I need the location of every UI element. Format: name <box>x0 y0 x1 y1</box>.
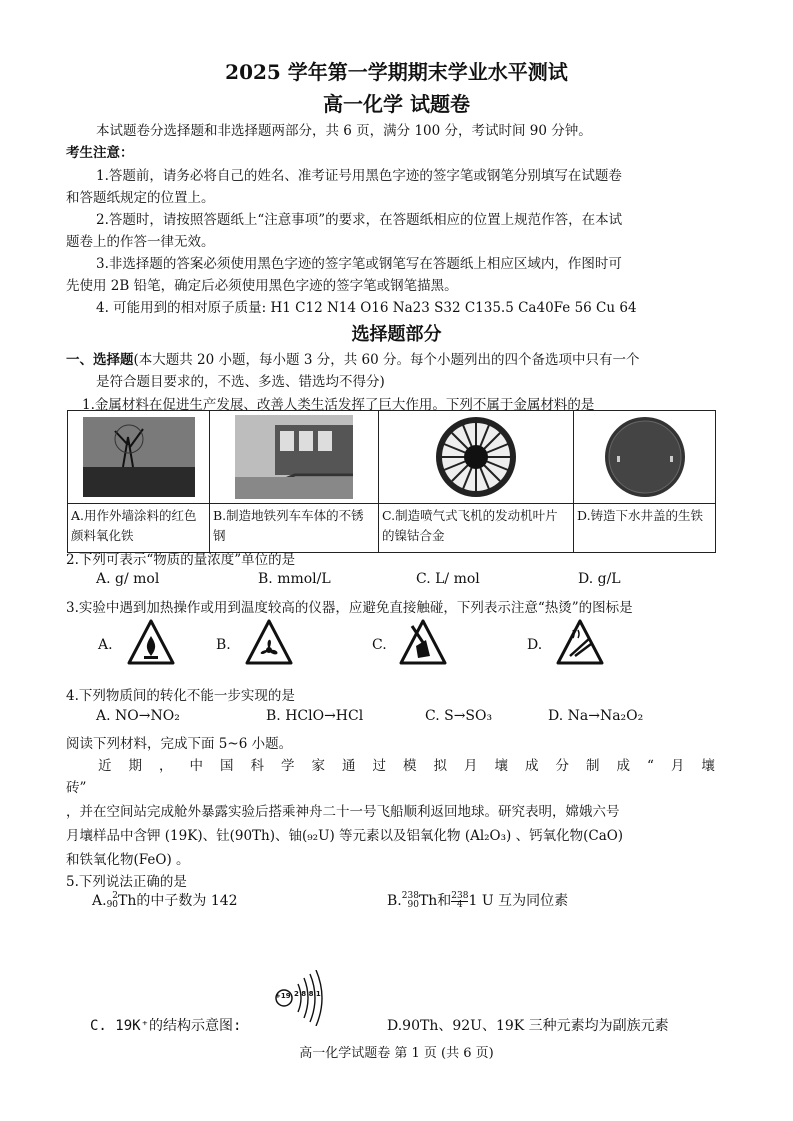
q3-option-a-label: A. <box>98 637 113 653</box>
reading-para: 近期，中国科学家通过模拟月壤成分制成“月壤 <box>98 758 732 774</box>
q5-option-b-text: 1 U 互为同位素 <box>468 893 569 909</box>
subway-photo <box>210 411 378 503</box>
exam-title: 2025 学年第一学期期末学业水平测试 <box>225 60 568 84</box>
atomic-number: 90 <box>106 900 119 910</box>
flame-warning-icon <box>126 618 176 668</box>
q3-stem: 3.实验中遇到加热操作或用到温度较高的仪器，应避免直接触碰，下列表示注意“热烫”的图标是 <box>66 600 633 616</box>
q5-option-a-prefix: A. <box>92 893 107 909</box>
part1-desc-cont: 是符合题目要求的，不选、多选、错选均不得分) <box>96 374 385 390</box>
reading-para: 砖” <box>66 780 87 796</box>
q3-option-c-label: C. <box>372 637 387 653</box>
nucleus-label: +19 <box>275 992 291 1000</box>
reading-lead: 阅读下列材料，完成下面 5~6 小题。 <box>66 736 293 752</box>
reading-para: 月壤样品中含钾 (19K)、钍(90Th)、铀(₉₂U) 等元素以及铝氧化物 (Al₂O₃) 、钙氧化物(CaO) <box>66 828 624 844</box>
hand-pinch-warning-icon <box>398 618 448 668</box>
part1-desc: (本大题共 20 小题，每小题 3 分，共 60 分。每个小题列出的四个备选项中只有一个 <box>133 352 640 368</box>
q1-option-d: D.铸造下水井盖的生铁 <box>577 508 704 523</box>
hot-surface-warning-icon <box>555 618 605 668</box>
q1-option-a: A.用作外墙涂料的红色颜料氧化铁 <box>71 508 197 543</box>
notice-heading: 考生注意： <box>66 145 134 161</box>
q5-stem: 5.下列说法正确的是 <box>66 874 187 890</box>
q4-stem: 4.下列物质间的转化不能一步实现的是 <box>66 688 295 704</box>
wall-photo <box>68 411 209 503</box>
q5-option-a <box>92 890 238 910</box>
q1-material-table <box>67 410 716 553</box>
q4-option-c: C. S→SO₃ <box>425 708 493 724</box>
q5-option-b-mid: Th和 <box>418 893 452 909</box>
fraction-bottom: 4 <box>457 900 463 910</box>
q2-option-c: C. L/ mol <box>416 571 480 587</box>
q5-option-a-text: Th的中子数为 142 <box>118 893 238 909</box>
q1-stem: 1.金属材料在促进生产发展、改善人类生活发挥了巨大作用。下列不属于金属材料的是 <box>82 397 595 413</box>
atomic-number: 90 <box>407 900 419 910</box>
exam-subtitle: 高一化学 试题卷 <box>323 92 470 116</box>
q4-option-d: D. Na→Na₂O₂ <box>548 708 644 724</box>
q2-stem: 2.下列可表示“物质的量浓度”单位的是 <box>66 552 296 568</box>
part1-heading <box>66 348 639 368</box>
mass-number: 238 <box>401 891 419 901</box>
q3-option-d-label: D. <box>527 637 543 653</box>
notice-item: 1.答题前，请务必将自己的姓名、准考证号用黑色字迹的签字笔或钢笔分别填写在试题卷 <box>96 168 622 184</box>
q5-option-d: D.90Th、92U、19K 三种元素均为副族元素 <box>387 1018 669 1034</box>
fan-warning-icon <box>244 618 294 668</box>
q4-option-a: A. NO→NO₂ <box>96 708 180 724</box>
notice-item: 题卷上的作答一律无效。 <box>66 234 215 250</box>
page-footer: 高一化学试题卷 第 1 页 (共 6 页) <box>299 1046 494 1061</box>
section-title: 选择题部分 <box>351 324 442 345</box>
notice-item: 3.非选择题的答案必须使用黑色字迹的签字笔或钢笔写在答题纸上相应区域内，作图时可 <box>96 256 622 272</box>
reading-para: ，并在空间站完成舱外暴露实验后搭乘神舟二十一号飞船顺利返回地球。研究表明，嫦娥六号 <box>66 804 620 820</box>
intro-text: 本试题卷分选择题和非选择题两部分，共 6 页，满分 100 分，考试时间 90 分钟。 <box>96 123 592 139</box>
q5-option-c: C. 19K⁺的结构示意图: <box>90 1018 242 1034</box>
q3-option-b-label: B. <box>216 637 231 653</box>
reading-para: 和铁氧化物(FeO) 。 <box>66 852 190 868</box>
notice-item: 2.答题时，请按照答题纸上“注意事项”的要求，在答题纸相应的位置上规范作答，在本试 <box>96 212 623 228</box>
notice-item: 和答题纸规定的位置上。 <box>66 190 215 206</box>
manhole-photo <box>574 411 715 503</box>
mass-number: 2 <box>112 891 119 901</box>
notice-item: 先使用 2B 铅笔，确定后必须使用黑色字迹的签字笔或钢笔描黑。 <box>66 278 458 294</box>
q1-option-b: B.制造地铁列车车体的不锈钢 <box>213 508 364 543</box>
part1-label: 一、选择题 <box>66 352 134 368</box>
atomic-structure-diagram <box>272 970 332 1026</box>
q2-option-a: A. g/ mol <box>96 571 160 587</box>
q5-option-b <box>387 890 568 910</box>
fraction-top: 238 <box>451 891 469 901</box>
q5-option-b-prefix: B. <box>387 893 402 909</box>
engine-photo <box>379 411 573 503</box>
notice-item: 4. 可能用到的相对原子质量: H1 C12 N14 O16 Na23 S32 C135.5 Ca40Fe 56 Cu 64 <box>96 300 637 316</box>
q4-option-b: B. HClO→HCl <box>266 708 364 724</box>
q1-option-c: C.制造喷气式飞机的发动机叶片的镍钴合金 <box>382 508 558 543</box>
shell-electrons: 2 8 8 1 <box>294 990 321 998</box>
q2-option-b: B. mmol/L <box>258 571 331 587</box>
q2-option-d: D. g/L <box>578 571 621 587</box>
